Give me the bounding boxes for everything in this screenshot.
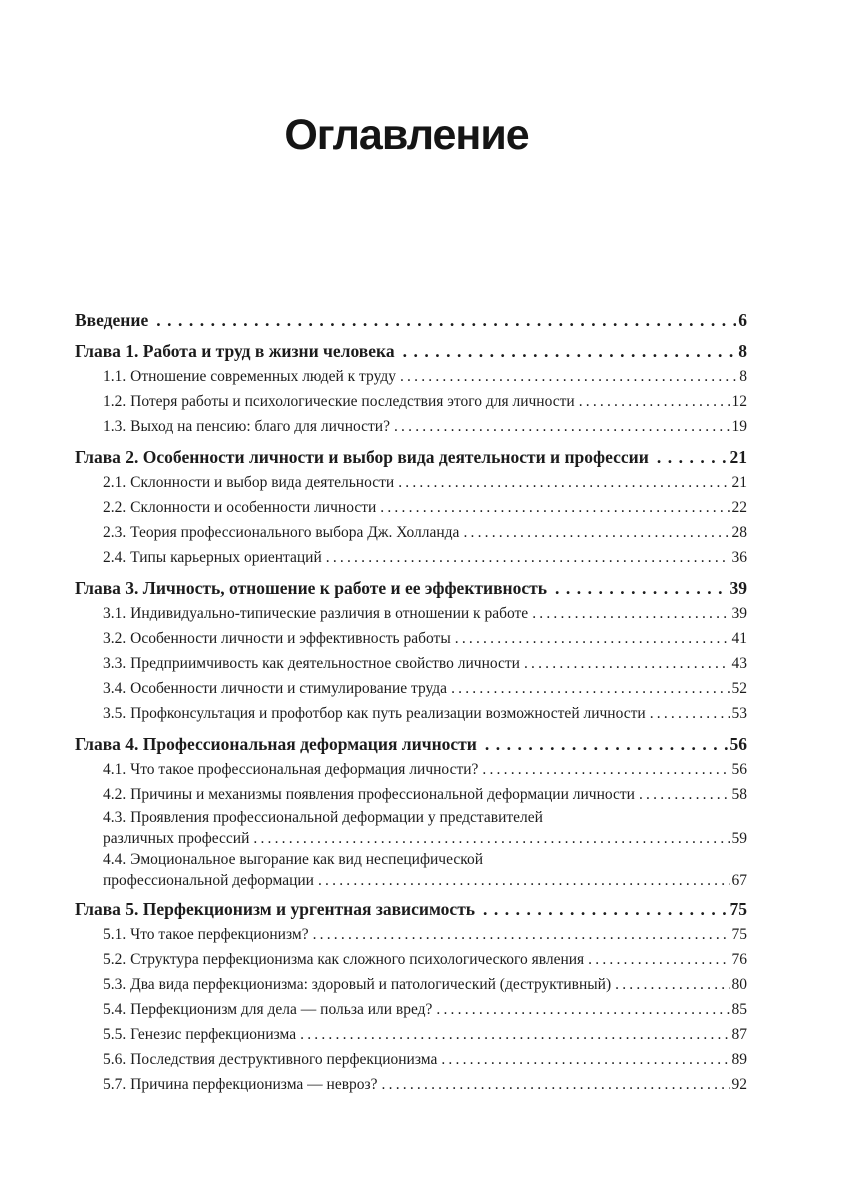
toc-sub-row (75, 1022, 747, 1047)
toc-sub-row (75, 829, 747, 849)
toc-entry-label: Введение (75, 310, 149, 330)
toc-sub-row (75, 676, 747, 701)
toc-entry-label: Глава 2. Особенности личности и выбор вида деятельности и профессии (75, 447, 649, 467)
toc-list (75, 302, 747, 1097)
toc-entry-label: Глава 3. Личность, отношение к работе и ее эффективность (75, 578, 547, 598)
toc-sub-row (75, 520, 747, 545)
toc-entry-label: 3.1. Индивидуально-типические различия в отношении к работе (103, 605, 529, 622)
dot-leader (639, 782, 730, 807)
toc-page-number: 39 (729, 578, 747, 598)
toc-page-number: 75 (729, 899, 747, 919)
toc-sub-row (75, 871, 747, 891)
toc-page-number: 43 (731, 655, 747, 672)
toc-sub-row (75, 1047, 747, 1072)
dot-leader (482, 757, 729, 782)
dot-leader (532, 601, 729, 626)
dot-leader (579, 389, 730, 414)
dot-leader (485, 732, 728, 757)
dot-leader (555, 576, 728, 601)
dot-leader (455, 626, 730, 651)
toc-page-number: 53 (731, 705, 747, 722)
toc-page-number: 36 (731, 549, 747, 566)
dot-leader (436, 997, 729, 1022)
toc-entry-label: 5.5. Генезис перфекционизма (103, 1026, 297, 1043)
toc-page-number: 8 (738, 341, 747, 361)
toc-page-number: 58 (731, 786, 747, 803)
dot-leader (253, 829, 729, 849)
toc-entry-label: 5.3. Два вида перфекционизма: здоровый и патологический (деструктивный) (103, 976, 612, 993)
toc-entry-label: 3.2. Особенности личности и эффективность работы (103, 630, 451, 647)
dot-leader (156, 308, 736, 333)
toc-entry-label: 4.3. Проявления профессиональной деформации у представителей (103, 809, 543, 826)
dot-leader (394, 414, 730, 439)
toc-sub-row (75, 364, 747, 389)
toc-sub-row (75, 626, 747, 651)
toc-sub-row (75, 807, 747, 829)
dot-leader (400, 364, 737, 389)
toc-sub-row (75, 757, 747, 782)
toc-entry-label: 2.3. Теория профессионального выбора Дж. Холланда (103, 524, 460, 541)
toc-chapter-row (75, 339, 747, 364)
dot-leader (650, 701, 730, 726)
toc-sub-row (75, 922, 747, 947)
toc-entry-label: 4.4. Эмоциональное выгорание как вид неспецифической (103, 851, 484, 868)
toc-page-number: 6 (738, 310, 747, 330)
toc-sub-row (75, 389, 747, 414)
dot-leader (441, 1047, 729, 1072)
toc-sub-row (75, 997, 747, 1022)
toc-page-number: 56 (731, 761, 747, 778)
toc-chapter-row (75, 308, 747, 333)
toc-entry-label: профессиональной деформации (103, 872, 314, 889)
toc-entry-label: различных профессий (103, 830, 250, 847)
toc-entry-label: Глава 1. Работа и труд в жизни человека (75, 341, 395, 361)
toc-sub-row (75, 782, 747, 807)
dot-leader (318, 871, 730, 891)
toc-entry-label: 4.2. Причины и механизмы появления профессиональной деформации личности (103, 786, 635, 803)
toc-page-number: 8 (739, 368, 747, 385)
dot-leader (326, 545, 730, 570)
toc-entry-label: 2.1. Склонности и выбор вида деятельности (103, 474, 395, 491)
toc-page-number: 21 (731, 474, 747, 491)
toc-sub-row (75, 414, 747, 439)
toc-page-number: 39 (731, 605, 747, 622)
toc-entry-label: 3.4. Особенности личности и стимулирование труда (103, 680, 448, 697)
toc-sub-row (75, 601, 747, 626)
toc-entry-label: 3.3. Предприимчивость как деятельностное свойство личности (103, 655, 520, 672)
toc-sub-row (75, 545, 747, 570)
dot-leader (382, 1072, 730, 1097)
dot-leader (615, 972, 729, 997)
toc-page-number: 92 (731, 1076, 747, 1093)
toc-page-number: 41 (731, 630, 747, 647)
toc-sub-row (75, 701, 747, 726)
toc-page-number: 89 (731, 1051, 747, 1068)
toc-entry-label: 4.1. Что такое профессиональная деформация личности? (103, 761, 479, 778)
toc-chapter-row (75, 445, 747, 470)
toc-entry-label: 3.5. Профконсультация и профотбор как путь реализации возможностей личности (103, 705, 646, 722)
toc-entry-label: 5.4. Перфекционизм для дела — польза или вред? (103, 1001, 433, 1018)
toc-entry-label: 5.6. Последствия деструктивного перфекционизма (103, 1051, 438, 1068)
toc-entry-label: 2.4. Типы карьерных ориентаций (103, 549, 322, 566)
toc-page-number: 87 (731, 1026, 747, 1043)
toc-entry-label: 1.1. Отношение современных людей к труду (103, 368, 396, 385)
toc-page-number: 52 (731, 680, 747, 697)
toc-page-number: 59 (731, 830, 747, 847)
toc-sub-row (75, 651, 747, 676)
toc-page-number: 19 (731, 418, 747, 435)
toc-page-number: 80 (731, 976, 747, 993)
dot-leader (463, 520, 729, 545)
toc-page-number: 75 (731, 926, 747, 943)
page-title: Оглавление (284, 111, 529, 159)
toc-sub-row (75, 849, 747, 871)
toc-sub-row (75, 947, 747, 972)
toc-entry-label: Глава 5. Перфекционизм и ургентная зависимость (75, 899, 476, 919)
dot-leader (657, 445, 728, 470)
toc-sub-row (75, 1072, 747, 1097)
toc-page-number: 67 (731, 872, 747, 889)
dot-leader (380, 495, 729, 520)
toc-page-number: 21 (729, 447, 747, 467)
toc-page-number: 85 (731, 1001, 747, 1018)
toc-sub-row (75, 495, 747, 520)
dot-leader (451, 676, 729, 701)
dot-leader (524, 651, 730, 676)
toc-page-number: 22 (731, 499, 747, 516)
dot-leader (300, 1022, 729, 1047)
toc-entry-label: 2.2. Склонности и особенности личности (103, 499, 377, 516)
dot-leader (588, 947, 729, 972)
toc-entry-label: 5.7. Причина перфекционизма — невроз? (103, 1076, 378, 1093)
toc-entry-label: 1.2. Потеря работы и психологические последствия этого для личности (103, 393, 575, 410)
toc-chapter-row (75, 897, 747, 922)
toc-entry-label: 5.2. Структура перфекционизма как сложного психологического явления (103, 951, 585, 968)
toc-chapter-row (75, 576, 747, 601)
dot-leader (483, 897, 727, 922)
toc-page-number: 12 (731, 393, 747, 410)
dot-leader (398, 470, 729, 495)
dot-leader (313, 922, 730, 947)
toc-page-number: 76 (731, 951, 747, 968)
dot-leader (403, 339, 737, 364)
toc-chapter-row (75, 732, 747, 757)
toc-sub-row (75, 470, 747, 495)
toc-page-number: 28 (731, 524, 747, 541)
toc-sub-row (75, 972, 747, 997)
toc-entry-label: Глава 4. Профессиональная деформация личности (75, 734, 477, 754)
toc-page-number: 56 (729, 734, 747, 754)
toc-entry-label: 5.1. Что такое перфекционизм? (103, 926, 309, 943)
toc-entry-label: 1.3. Выход на пенсию: благо для личности? (103, 418, 390, 435)
